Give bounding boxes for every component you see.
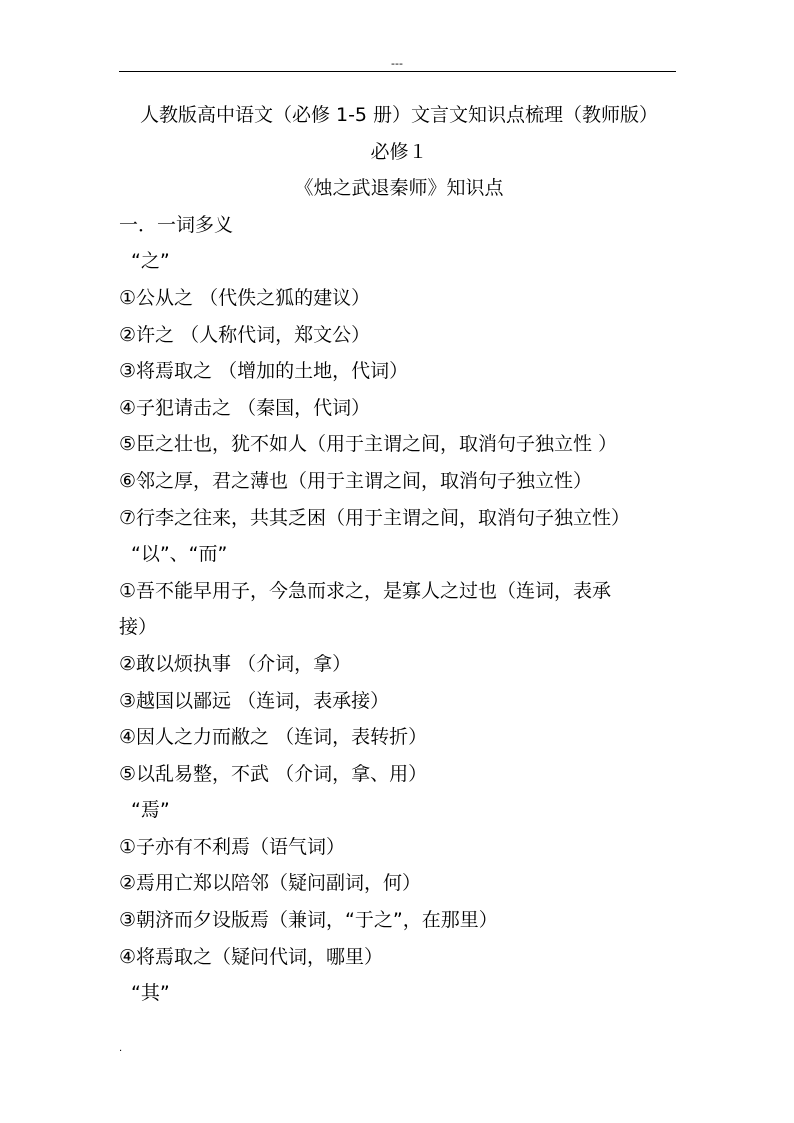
list-item: ⑦行李之往来，共其乏困（用于主谓之间，取消句子独立性） [119, 506, 631, 529]
lesson-heading: 《烛之武退秦师》知识点 [294, 177, 504, 200]
list-item: ①公从之 （代佚之狐的建议） [119, 286, 371, 309]
list-item: ③越国以鄙远 （连词，表承接） [119, 689, 390, 712]
list-item: ①吾不能早用子，今急而求之，是寡人之过也（连词，表承 [119, 579, 612, 602]
list-item: ②焉用亡郑以陪邻（疑问副词，何） [119, 872, 422, 895]
volume-heading: 必修１ [370, 140, 428, 163]
group-label: “以”、“而” [131, 543, 228, 566]
list-item: ③朝济而夕设版焉（兼词，“于之”，在那里） [119, 909, 498, 932]
list-item: ⑤以乱易整，不武 （介词，拿、用） [119, 762, 428, 785]
header-divider [119, 71, 676, 72]
document-body [119, 97, 679, 1012]
header-mark: --- [391, 57, 403, 70]
list-item: ④因人之力而敝之 （连词，表转折） [119, 726, 428, 749]
group-label: “其” [131, 982, 170, 1005]
list-item: ②许之 （人称代词，郑文公） [119, 323, 371, 346]
list-item: ④将焉取之（疑问代词，哪里） [119, 945, 384, 968]
document-title: 人教版高中语文（必修 1-5 册）文言文知识点梳理（教师版） [139, 104, 659, 126]
group-label: “之” [131, 250, 170, 273]
list-item: 接） [119, 616, 158, 639]
section-heading: 一．一词多义 [119, 213, 234, 236]
list-item: ③将焉取之 （增加的土地，代词） [119, 360, 409, 383]
list-item: ②敢以烦执事 （介词，拿） [119, 652, 352, 675]
list-item: ④子犯请击之 （秦国，代词） [119, 396, 371, 419]
list-item: ⑥邻之厚，君之薄也（用于主谓之间，取消句子独立性） [119, 469, 593, 492]
list-item: ①子亦有不利焉（语气词） [119, 835, 346, 858]
footer-mark: . [119, 1043, 123, 1054]
list-item: ⑤臣之壮也，犹不如人（用于主谓之间，取消句子独立性 ） [119, 433, 618, 456]
group-label: “焉” [131, 799, 170, 822]
